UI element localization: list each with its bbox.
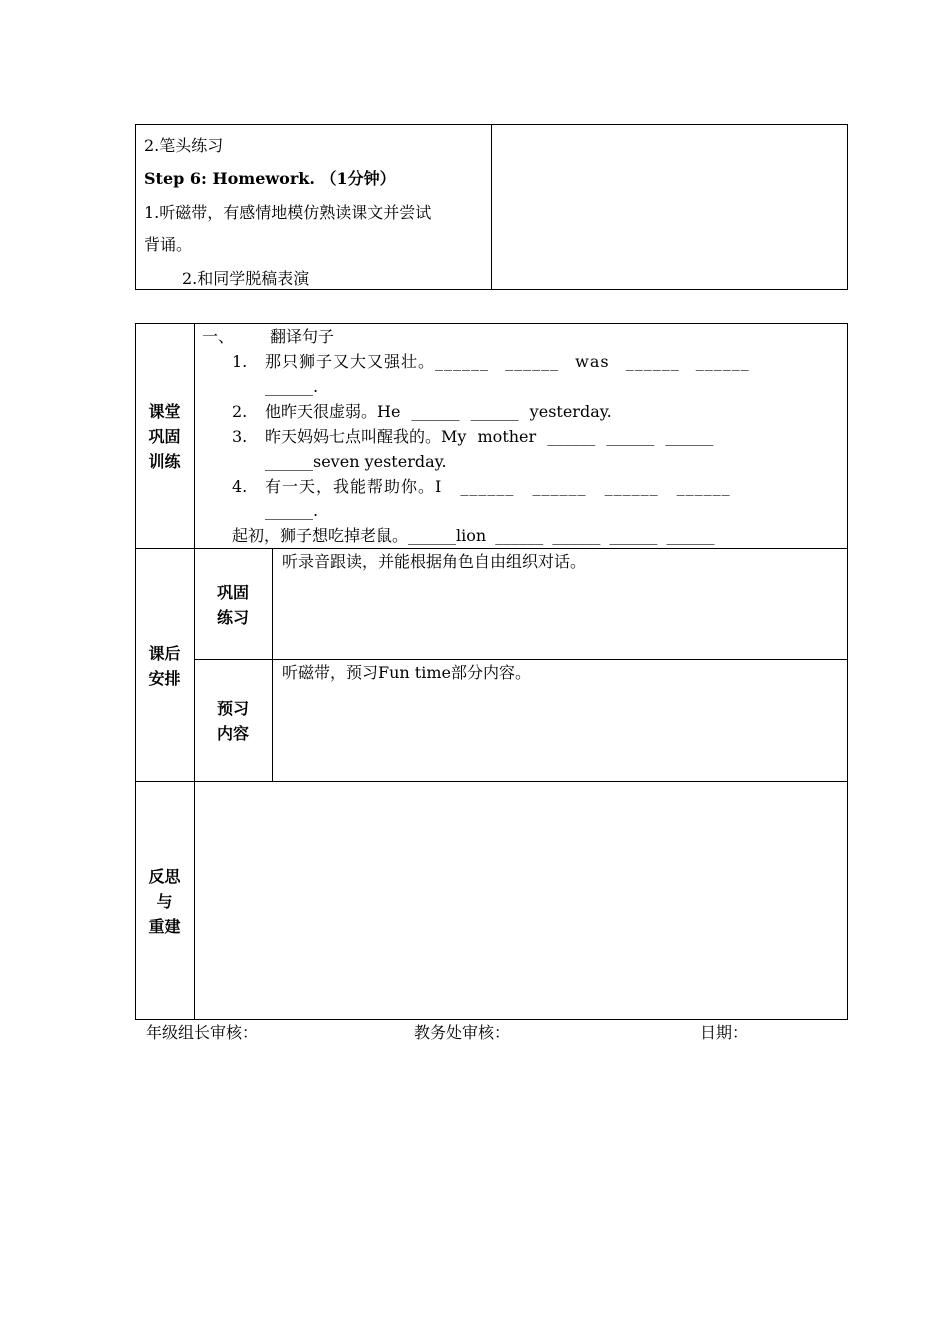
practice-item-number: 2. [232, 402, 248, 421]
top-line-pen-practice: 2.笔头练习 [144, 136, 224, 155]
preview-content: 听磁带，预习Fun time部分内容。 [282, 663, 531, 682]
academic-office-review: 教务处审核： [414, 1023, 511, 1042]
date-label: 日期： [700, 1023, 749, 1042]
practice-item-continuation: ______seven yesterday. [265, 452, 447, 471]
top-line-listen-tape: 1.听磁带，有感情地模仿熟读课文并尝试 [144, 203, 432, 222]
consolidation-content: 听录音跟读，并能根据角色自由组织对话。 [282, 552, 587, 571]
after-class-sub-divider [272, 548, 273, 781]
row-divider-practice [135, 548, 848, 549]
row-divider-after-class-sub [194, 659, 848, 660]
top-line-perform: 2.和同学脱稿表演 [182, 269, 310, 288]
practice-heading-number: 一、 [202, 327, 235, 346]
practice-item-continuation: ______. [265, 501, 319, 520]
practice-extra-sentence: 起初，狮子想吃掉老鼠。______lion ______ ______ ______ ______ [232, 526, 715, 545]
practice-item-continuation: ______. [265, 377, 319, 396]
consolidation-label: 巩固 练习 [216, 583, 249, 627]
grade-leader-review: 年级组长审核： [146, 1023, 259, 1042]
top-line-recite: 背诵。 [144, 235, 193, 254]
practice-item-text: 他昨天很虚弱。He ______ ______ yesterday. [265, 402, 612, 421]
top-table-divider [491, 124, 492, 290]
practice-item-number: 4. [232, 477, 248, 496]
top-line-homework-step: Step 6: Homework. （1分钟） [144, 169, 396, 188]
practice-item-text: 昨天妈妈七点叫醒我的。My mother ______ ______ ______ [265, 427, 714, 446]
practice-item-text: 有一天，我能帮助你。I ______ ______ ______ ______ [265, 477, 731, 496]
practice-label: 课堂 巩固 训练 [148, 402, 181, 471]
after-class-label: 课后 安排 [148, 644, 181, 688]
practice-item-number: 1. [232, 352, 248, 371]
practice-item-number: 3. [232, 427, 248, 446]
practice-heading: 翻译句子 [270, 327, 335, 346]
preview-label: 预习 内容 [216, 699, 249, 743]
reflection-content-area [195, 782, 847, 1019]
practice-item-text: 那只狮子又大又强壮。______ ______ was ______ ______ [265, 352, 750, 371]
reflection-label: 反思 与 重建 [148, 867, 181, 936]
